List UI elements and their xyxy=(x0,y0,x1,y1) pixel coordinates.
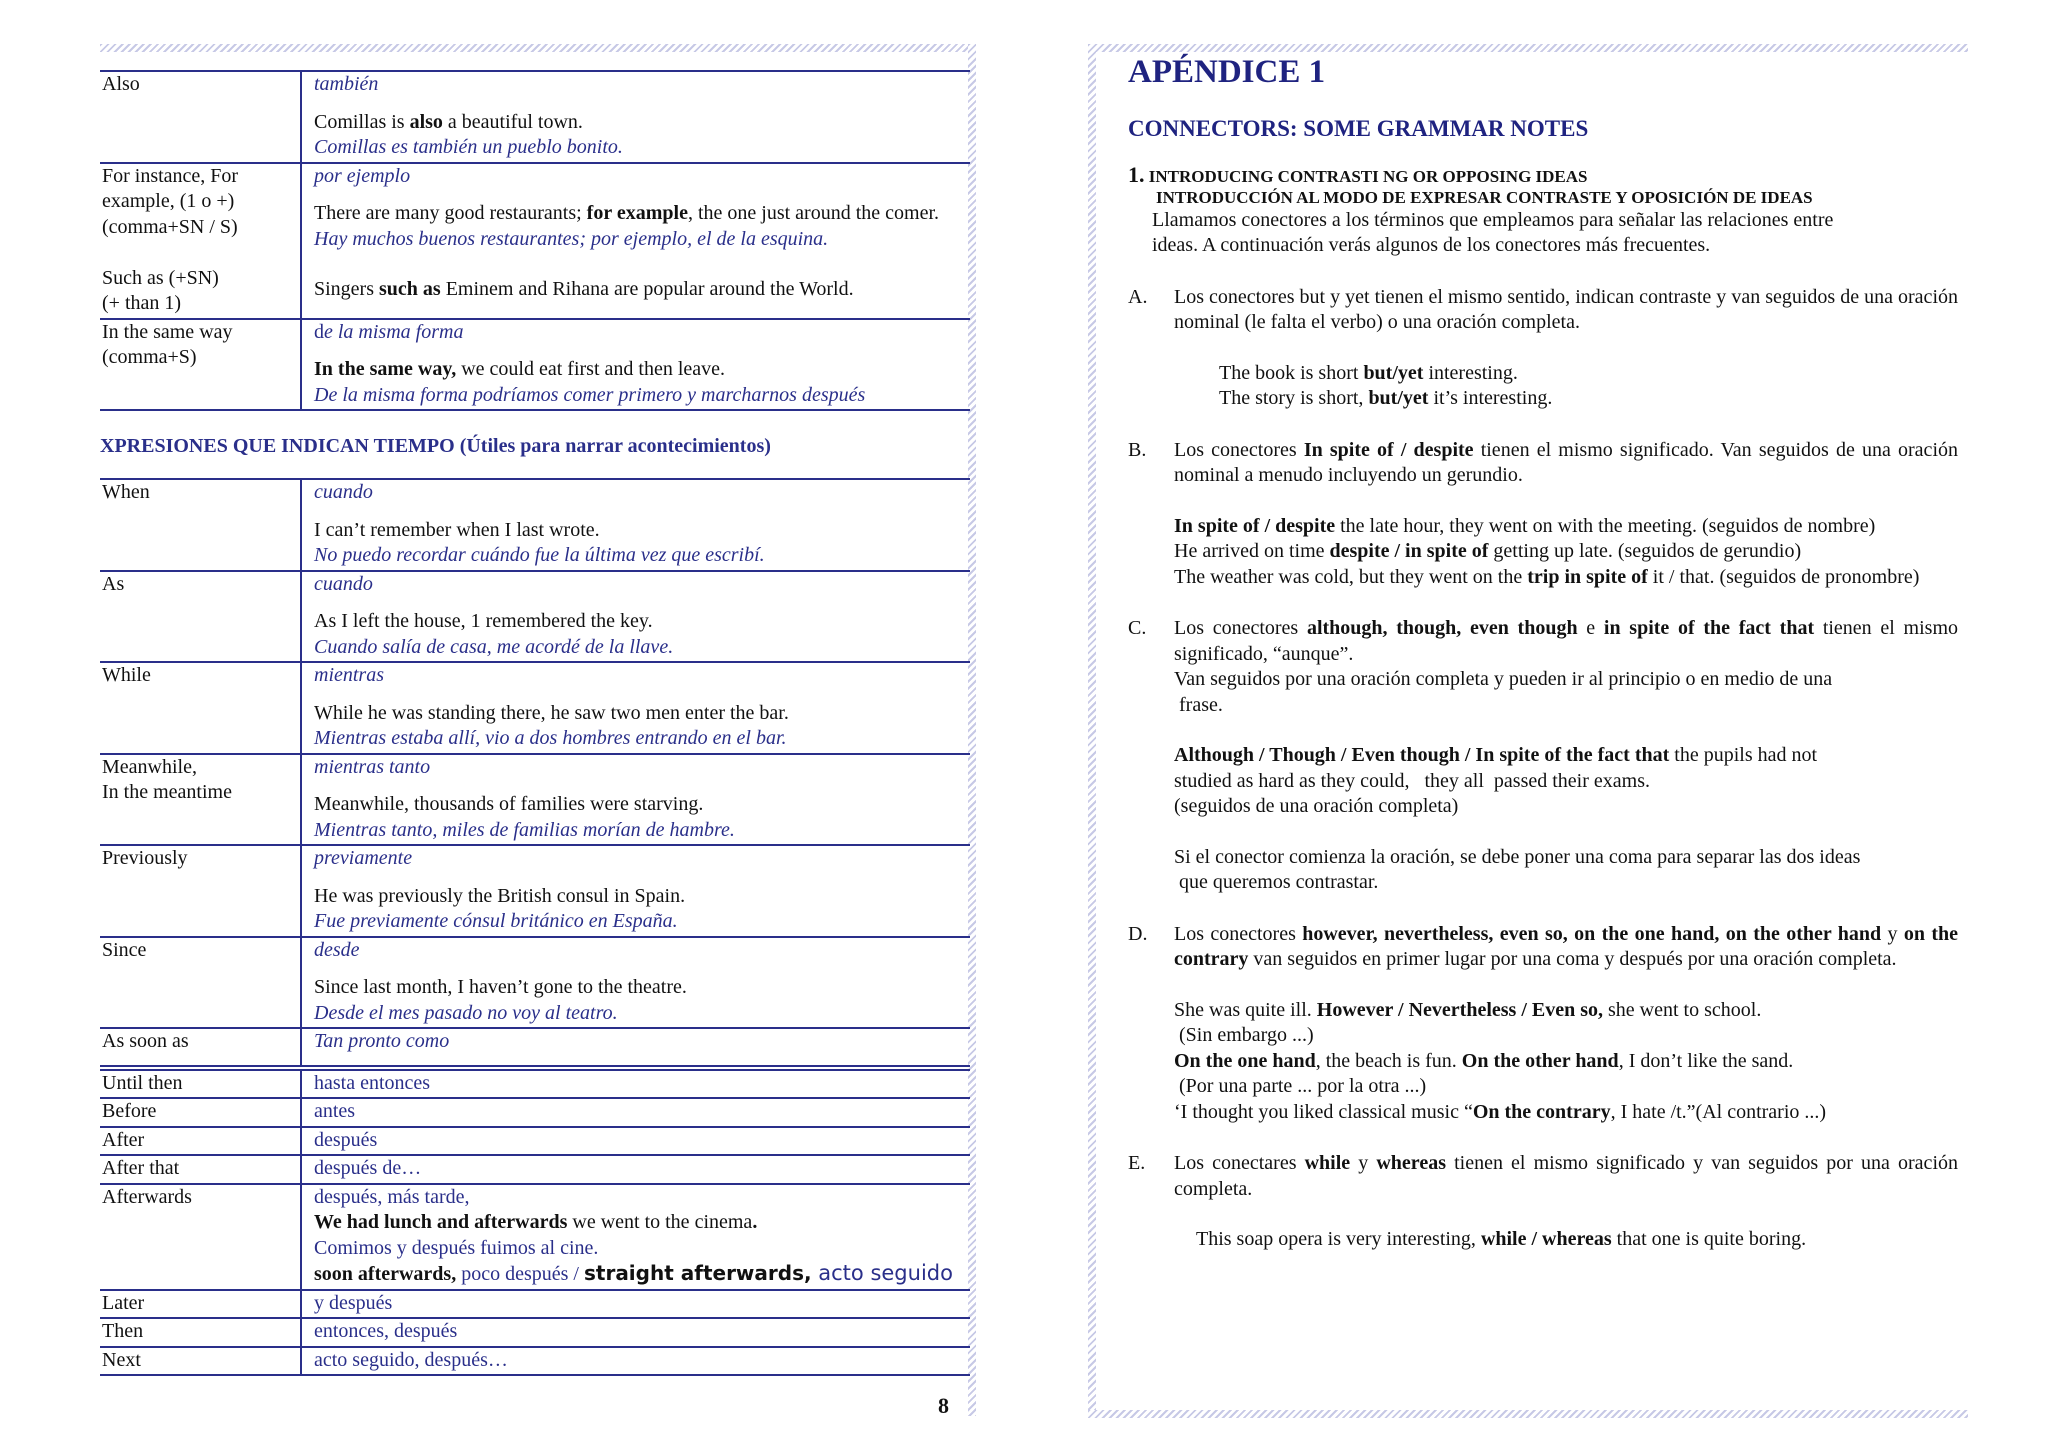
table-row: In the same way (comma+S) de la misma forma In the same way, we could eat first and then leave. De la misma forma podríamos comer primero y marcharnos después xyxy=(100,319,970,411)
page-number: 8 xyxy=(938,1393,949,1418)
list-item: E. Los conectares while y whereas tienen el mismo significado y van seguidos por una oración completa. This soap opera is very interesting, while / whereas that one is quite boring. xyxy=(1128,1152,1958,1250)
table-row: Until then hasta entonces xyxy=(100,1070,970,1099)
table-row: When cuando I can’t remember when I last wrote. No puedo recordar cuándo fue la última vez que escribí. xyxy=(100,479,970,571)
time-expressions-table xyxy=(100,478,970,1067)
table-row: After that después de… xyxy=(100,1155,970,1184)
list-item: A. Los conectores but y yet tienen el mismo sentido, indican contraste y van seguidos de una oración nominal (le falta el verbo) o una oración completa. The book is short but/yet interesting. The story is short, but/yet it’s interesting. xyxy=(1128,285,1958,409)
list-item: B. Los conectores In spite of / despite tienen el mismo significado. Van seguidos de una oración nominal a menudo incluyendo un gerundio. In spite of / despite the late hour, they went on with the meeting. (seguidos de nombre) He arrived on time despite / in spite of getting up late. (seguidos de gerundio) The weather was cold, but they went on the trip in spite of it / that. (seguidos de pronombre) xyxy=(1128,438,1958,588)
table-row: After después xyxy=(100,1127,970,1156)
intro-paragraph: Llamamos conectores a los términos que empleamos para señalar las relaciones entre ideas. A continuación verás algunos de los conectores más frecuentes. xyxy=(1152,208,1834,256)
appendix-title: APÉNDICE 1 xyxy=(1128,54,1326,90)
table-row: Later y después xyxy=(100,1290,970,1319)
left-border-right-page xyxy=(1088,44,1096,1416)
right-page xyxy=(1128,52,1958,1253)
left-page xyxy=(100,70,970,1376)
section-title: XPRESIONES QUE INDICAN TIEMPO (Útiles para narrar acontecimientos) xyxy=(100,435,771,457)
table-row: While mientras While he was standing there, he saw two men enter the bar. Mientras estaba allí, vio a dos hombres entrando en el bar. xyxy=(100,662,970,754)
bottom-border-right xyxy=(1088,1410,1968,1418)
table-row: Before antes xyxy=(100,1098,970,1127)
list-item: C. Los conectores although, though, even though e in spite of the fact that tienen el mismo significado, “aunque”. Van seguidos por una oración completa y pueden ir al principio o en medio de una frase. Although / Though / Even though / In spite of the fact that the pupils had not studied as hard as they could, they all passed their exams. (seguidos de una oración completa) Si el conector comienza la oración, se debe poner una coma para separar las dos ideas que queremos contrastar. xyxy=(1128,617,1958,893)
table-row: Also también Comillas is also a beautiful town. Comillas es también un pueblo bonito. xyxy=(100,71,970,163)
table-row: Meanwhile, In the meantime mientras tanto Meanwhile, thousands of families were starving. Mientras tanto, miles de familias morían de hambre. xyxy=(100,754,970,846)
table-row: As cuando As I left the house, 1 remembered the key. Cuando salía de casa, me acordé de la llave. xyxy=(100,571,970,663)
table-row: Previously previamente He was previously the British consul in Spain. Fue previamente cónsul británico en España. xyxy=(100,845,970,937)
list-item: D. Los conectores however, nevertheless, even so, on the one hand, on the other hand y on the contrary van seguidos en primer lugar por una coma y después por una oración completa. She was quite ill. However / Nevertheless / Even so, she went to school. (Sin embargo ...) On the one hand, the beach is fun. On the other hand, I don’t like the sand. (Por una parte ... por la otra ...) ‘I thought you liked classical music “On the contrary, I hate /t.”(Al contrario ...) xyxy=(1128,922,1959,1123)
connectors-table xyxy=(100,70,970,411)
appendix-subtitle: CONNECTORS: SOME GRAMMAR NOTES xyxy=(1128,116,1589,141)
table-row: As soon as Tan pronto como xyxy=(100,1028,970,1066)
table-row: Next acto seguido, después… xyxy=(100,1347,970,1376)
top-border-right xyxy=(1088,44,1968,52)
table-row: Afterwards después, más tarde, We had lunch and afterwards we went to the cinema. Comimos y después fuimos al cine. soon afterwards, poco después / straight afterwards, acto seguido xyxy=(100,1184,970,1290)
table-row: Since desde Since last month, I haven’t gone to the theatre. Desde el mes pasado no voy al teatro. xyxy=(100,937,970,1029)
table-row: Then entonces, después xyxy=(100,1318,970,1347)
table-row: For instance, For example, (1 o +) (comma+SN / S) Such as (+SN) (+ than 1) por ejemplo There are many good restaurants; for example, the one just around the comer. Hay muchos buenos restaurantes; por ejemplo, el de la esquina. Singers such as Eminem and Rihana are popular around the World. xyxy=(100,163,970,319)
top-border-left xyxy=(100,44,976,52)
sequence-table xyxy=(100,1069,970,1377)
section-heading: 1. INTRODUCING CONTRASTI NG OR OPPOSING IDEAS INTRODUCCIÓN AL MODO DE EXPRESAR CONTRASTE Y OPOSICIÓN DE IDEAS xyxy=(1128,161,1813,207)
